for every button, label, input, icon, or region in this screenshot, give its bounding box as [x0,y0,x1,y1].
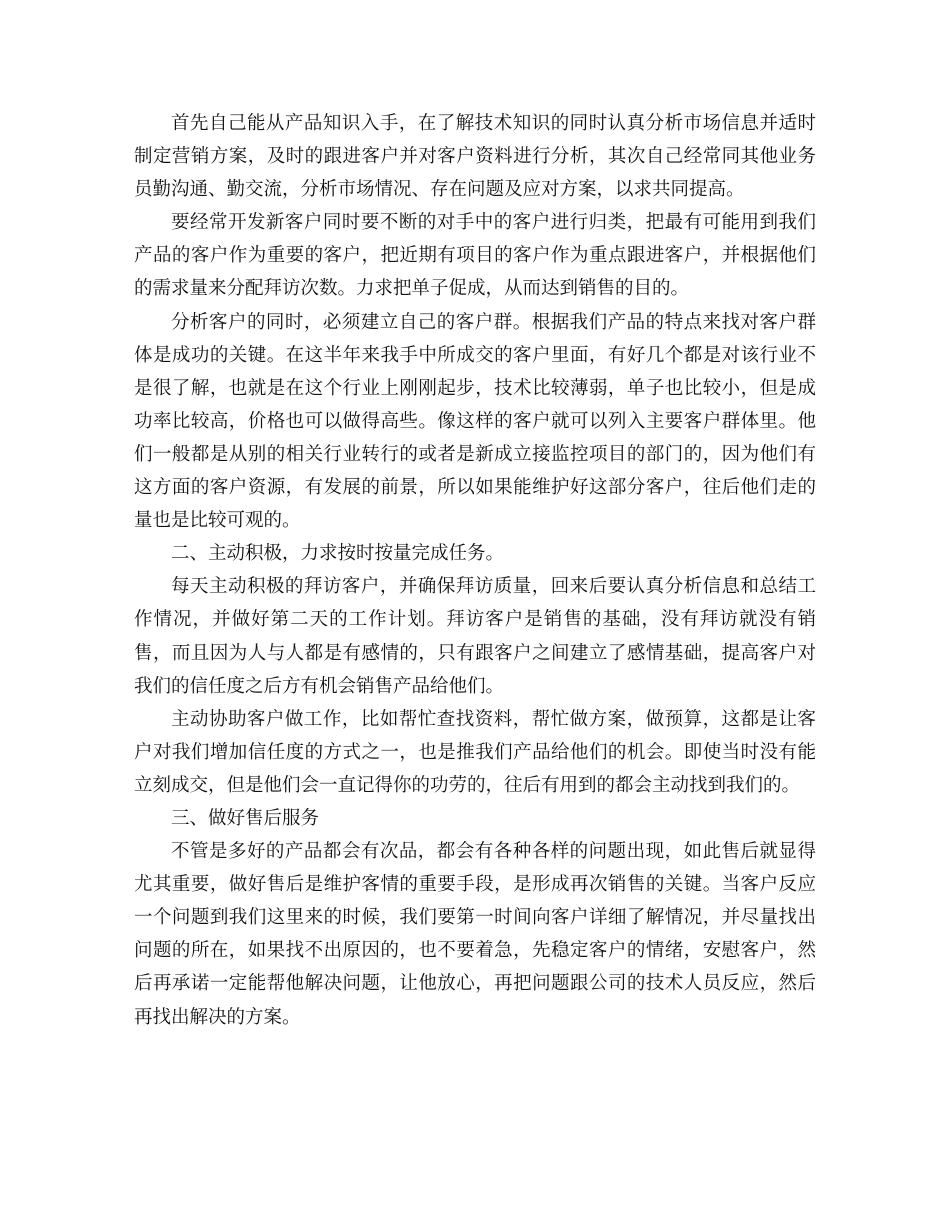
section-heading-after-sales: 三、做好售后服务 [171,807,320,829]
paragraph-client-group: 分析客户的同时，必须建立自己的客户群。根据我们产品的特点来找对客户群体是成功的关键。在这半年来我手中所成交的客户里面，有好几个都是对该行业不是很了解，也就是在这个行业上刚刚起步，技术比较薄弱，单子也比较小，但是成功率比较高，价格也可以做得高些。像这样的客户就可以列入主要客户群体里。他们一般都是从别的相关行业转行的或者是新成立接监控项目的部门的，因为他们有这方面的客户资源，有发展的前景，所以如果能维护好这部分客户，往后他们走的量也是比较可观的。 [134,311,816,532]
document-body [134,107,816,1034]
paragraph-after-sales: 不管是多好的产品都会有次品，都会有各种各样的问题出现，如此售后就显得尤其重要，做好售后是维护客情的重要手段，是形成再次销售的关键。当客户反应一个问题到我们这里来的时候，我们要第一时间向客户详细了解情况，并尽量找出问题的所在，如果找不出原因的，也不要着急，先稳定客户的情绪，安慰客户，然后再承诺一定能帮他解决问题，让他放心，再把问题跟公司的技术人员反应，然后再找出解决的方案。 [134,841,816,1028]
paragraph-assist-clients: 主动协助客户做工作，比如帮忙查找资料，帮忙做方案，做预算，这都是让客户对我们增加信任度的方式之一，也是推我们产品给他们的机会。即使当时没有能立刻成交，但是他们会一直记得你的功劳的，往后有用到的都会主动找到我们的。 [134,708,816,796]
paragraph-new-clients: 要经常开发新客户同时要不断的对手中的客户进行归类，把最有可能用到我们产品的客户作为重要的客户，把近期有项目的客户作为重点跟进客户，并根据他们的需求量来分配拜访次数。力求把单子促成，从而达到销售的目的。 [134,212,816,300]
paragraph-daily-visits: 每天主动积极的拜访客户，并确保拜访质量，回来后要认真分析信息和总结工作情况，并做好第二天的工作计划。拜访客户是销售的基础，没有拜访就没有销售，而且因为人与人都是有感情的，只有跟客户之间建立了感情基础，提高客户对我们的信任度之后方有机会销售产品给他们。 [134,576,816,697]
section-heading-proactive: 二、主动积极，力求按时按量完成任务。 [171,543,505,565]
paragraph-product-knowledge: 首先自己能从产品知识入手，在了解技术知识的同时认真分析市场信息并适时制定营销方案，及时的跟进客户并对客户资料进行分析，其次自己经常同其他业务员勤沟通、勤交流，分析市场情况、存在问题及应对方案，以求共同提高。 [134,113,816,201]
